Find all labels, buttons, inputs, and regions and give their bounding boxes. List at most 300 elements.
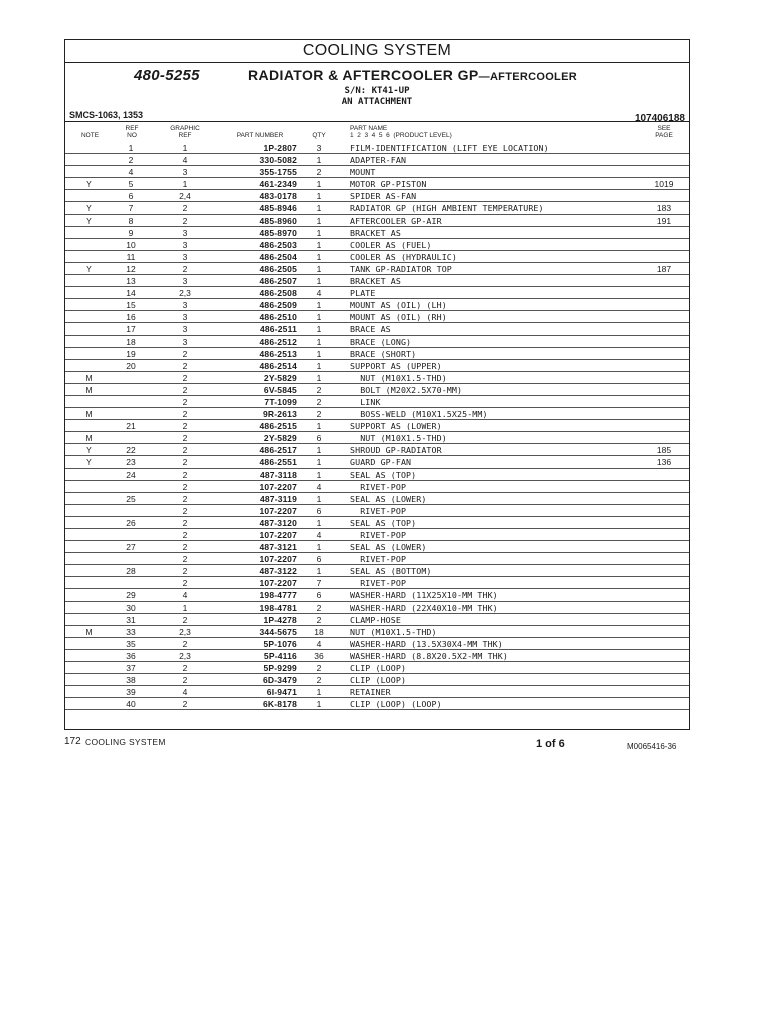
row-ref-no: 23: [126, 457, 136, 468]
row-part-name: RIVET-POP: [350, 530, 407, 540]
row-ref-no: 17: [126, 324, 136, 335]
row-part-name: MOUNT: [350, 167, 376, 178]
page-footer: [64, 736, 694, 756]
row-graphic-ref: 2: [182, 360, 188, 371]
row-qty: 4: [316, 638, 322, 649]
table-row: [65, 444, 689, 456]
table-row: [65, 166, 689, 178]
row-graphic-ref: 2: [182, 675, 188, 686]
table-row: [65, 372, 689, 384]
table-row: [65, 614, 689, 626]
row-ref-no: 18: [126, 336, 136, 347]
table-row: [65, 481, 689, 493]
row-see-page: 191: [656, 215, 672, 226]
row-part-number: 330-5082: [259, 155, 297, 166]
row-part-number: 486-2512: [259, 336, 297, 347]
row-part-number: 344-5675: [259, 626, 297, 637]
row-graphic-ref: 4: [182, 687, 188, 698]
row-part-number: 6V-5845: [263, 384, 297, 395]
row-graphic-ref: 2: [182, 409, 188, 420]
row-graphic-ref: 2: [182, 433, 188, 444]
row-graphic-ref: 2: [182, 578, 188, 589]
row-graphic-ref: 3: [182, 312, 188, 323]
row-part-name: CLIP (LOOP): [350, 663, 407, 674]
table-row: [65, 456, 689, 468]
row-part-number: 6K-8178: [262, 699, 297, 710]
row-qty: 2: [316, 409, 322, 420]
table-row: [65, 650, 689, 662]
row-part-number: 486-2505: [259, 263, 297, 274]
row-part-name: SEAL AS (LOWER): [350, 493, 427, 504]
row-graphic-ref: 4: [182, 155, 188, 166]
row-part-name: BRACE AS: [350, 324, 391, 335]
table-row: [65, 239, 689, 251]
col-ref-no: REF NO: [125, 125, 139, 139]
row-part-name: MOUNT AS (OIL) (LH): [350, 300, 447, 311]
table-row: [65, 384, 689, 396]
row-qty: 2: [316, 663, 322, 674]
row-qty: 1: [316, 493, 322, 504]
row-part-name: RADIATOR GP (HIGH AMBIENT TEMPERATURE): [350, 203, 544, 214]
row-part-name: SEAL AS (LOWER): [350, 542, 427, 553]
row-qty: 2: [316, 384, 322, 395]
row-qty: 1: [316, 300, 322, 311]
row-graphic-ref: 2: [182, 481, 188, 492]
row-qty: 1: [316, 372, 322, 383]
row-part-name: SHROUD GP-RADIATOR: [350, 445, 442, 456]
row-part-name: NUT (M10X1.5-THD): [350, 626, 437, 637]
row-ref-no: 40: [126, 699, 136, 710]
row-note: M: [85, 409, 93, 420]
row-graphic-ref: 2,4: [179, 191, 191, 202]
table-row: [65, 178, 689, 190]
row-part-number: 487-3119: [259, 493, 297, 504]
row-note: M: [85, 433, 93, 444]
row-part-name: ADAPTER-FAN: [350, 155, 407, 166]
row-part-name: BRACE (LONG): [350, 336, 412, 347]
row-part-number: 486-2511: [259, 324, 297, 335]
row-part-number: 355-1755: [259, 167, 297, 178]
row-qty: 2: [316, 675, 322, 686]
table-row: [65, 589, 689, 601]
row-note: Y: [86, 445, 92, 456]
row-graphic-ref: 3: [182, 276, 188, 287]
row-part-name: SUPPORT AS (LOWER): [350, 421, 442, 432]
row-part-number: 485-8970: [259, 227, 297, 238]
row-part-name: WASHER-HARD (13.5X30X4-MM THK): [350, 638, 503, 649]
row-note: Y: [86, 263, 92, 274]
table-row: [65, 541, 689, 553]
table-row: [65, 190, 689, 202]
row-part-number: 486-2508: [259, 288, 297, 299]
row-ref-no: 20: [126, 360, 136, 371]
row-qty: 1: [316, 336, 322, 347]
row-part-number: 107-2207: [259, 505, 297, 516]
table-row: [65, 420, 689, 432]
row-part-number: 5P-9299: [263, 663, 297, 674]
row-ref-no: 5: [128, 179, 134, 190]
row-ref-no: 39: [126, 687, 136, 698]
row-qty: 1: [316, 699, 322, 710]
row-qty: 1: [316, 348, 322, 359]
row-qty: 1: [316, 179, 322, 190]
row-graphic-ref: 2: [182, 372, 188, 383]
row-part-number: 9R-2613: [262, 409, 297, 420]
row-qty: 1: [316, 312, 322, 323]
row-part-number: 486-2551: [259, 457, 297, 468]
row-ref-no: 28: [126, 566, 136, 577]
row-part-name: BOLT (M20X2.5X70-MM): [350, 384, 463, 395]
row-graphic-ref: 2: [182, 517, 188, 528]
row-qty: 2: [316, 614, 322, 625]
row-part-name: CLIP (LOOP) (LOOP): [350, 699, 442, 710]
col-see-page: SEE PAGE: [655, 125, 673, 139]
row-part-name: WASHER-HARD (8.8X20.5X2-MM THK): [350, 650, 508, 661]
row-part-name: RIVET-POP: [350, 481, 407, 492]
table-row: [65, 142, 689, 154]
parts-sheet: [64, 39, 690, 730]
row-part-number: 486-2503: [259, 239, 297, 250]
group-name: [248, 67, 577, 83]
row-graphic-ref: 2: [182, 396, 188, 407]
row-qty: 6: [316, 554, 322, 565]
row-qty: 6: [316, 433, 322, 444]
row-part-number: 486-2510: [259, 312, 297, 323]
row-graphic-ref: 1: [182, 143, 188, 153]
row-part-number: 487-3121: [259, 542, 297, 553]
row-part-number: 487-3118: [259, 469, 297, 480]
row-part-number: 7T-1099: [264, 396, 297, 407]
row-graphic-ref: 3: [182, 167, 188, 178]
row-part-number: 6I-9471: [266, 687, 297, 698]
table-row: [65, 408, 689, 420]
row-part-number: 485-8946: [259, 203, 297, 214]
row-see-page: 187: [656, 263, 672, 274]
row-part-name: CLAMP-HOSE: [350, 614, 401, 625]
row-ref-no: 27: [126, 542, 136, 553]
row-part-number: 107-2207: [259, 530, 297, 540]
table-row: [65, 215, 689, 227]
row-part-name: SEAL AS (TOP): [350, 469, 417, 480]
row-qty: 4: [316, 288, 322, 299]
table-row: [65, 493, 689, 505]
row-qty: 18: [314, 626, 324, 637]
row-graphic-ref: 2: [182, 530, 188, 540]
row-part-number: 485-8960: [259, 215, 297, 226]
row-graphic-ref: 2: [182, 263, 188, 274]
table-row: [65, 154, 689, 166]
row-qty: 2: [316, 602, 322, 613]
row-graphic-ref: 3: [182, 239, 188, 250]
row-part-name: RIVET-POP: [350, 578, 407, 589]
row-part-name: CLIP (LOOP): [350, 675, 407, 686]
row-qty: 4: [316, 481, 322, 492]
row-qty: 1: [316, 227, 322, 238]
row-qty: 6: [316, 590, 322, 601]
row-ref-no: 33: [126, 626, 136, 637]
row-ref-no: 26: [126, 517, 136, 528]
row-qty: 1: [316, 360, 322, 371]
row-part-name: BRACKET AS: [350, 227, 401, 238]
row-part-number: 6D-3479: [262, 675, 297, 686]
row-part-number: 486-2513: [259, 348, 297, 359]
row-graphic-ref: 2: [182, 493, 188, 504]
row-qty: 1: [316, 469, 322, 480]
row-graphic-ref: 3: [182, 324, 188, 335]
row-graphic-ref: 2: [182, 614, 188, 625]
col-qty: QTY: [312, 132, 326, 139]
row-qty: 36: [314, 650, 324, 661]
row-qty: 2: [316, 167, 322, 178]
row-part-name: MOTOR GP-PISTON: [350, 179, 427, 190]
footer-code: M0065416-36: [627, 742, 677, 751]
row-part-number: 486-2509: [259, 300, 297, 311]
row-note: M: [85, 626, 93, 637]
table-row: [65, 287, 689, 299]
row-note: Y: [86, 215, 92, 226]
table-row: [65, 626, 689, 638]
table-row: [65, 662, 689, 674]
row-part-number: 487-3120: [259, 517, 297, 528]
row-part-number: 5P-1076: [263, 638, 297, 649]
row-part-number: 486-2507: [259, 276, 297, 287]
row-part-name: SEAL AS (TOP): [350, 517, 417, 528]
row-part-name: RETAINER: [350, 687, 391, 698]
group-name-sub: —AFTERCOOLER: [478, 71, 577, 83]
row-part-number: 486-2515: [259, 421, 297, 432]
table-row: [65, 323, 689, 335]
section-title: COOLING SYSTEM: [65, 40, 689, 63]
document-id: 107406188: [634, 113, 685, 124]
row-part-name: BOSS-WELD (M10X1.5X25-MM): [350, 409, 488, 420]
row-graphic-ref: 2: [182, 421, 188, 432]
row-ref-no: 14: [126, 288, 136, 299]
row-note: M: [85, 384, 93, 395]
table-row: [65, 529, 689, 541]
row-note: Y: [86, 457, 92, 468]
table-row: [65, 469, 689, 481]
row-graphic-ref: 2: [182, 699, 188, 710]
table-row: [65, 311, 689, 323]
row-part-name: LINK: [350, 396, 381, 407]
col-graphic-ref: GRAPHIC REF: [170, 125, 200, 139]
row-graphic-ref: 2,3: [179, 626, 191, 637]
table-row: [65, 432, 689, 444]
row-see-page: 183: [656, 203, 672, 214]
row-ref-no: 29: [126, 590, 136, 601]
row-qty: 1: [316, 566, 322, 577]
footer-page-number: 172: [64, 736, 81, 747]
row-part-number: 486-2504: [259, 251, 297, 262]
row-graphic-ref: 2,3: [179, 288, 191, 299]
row-part-name: AFTERCOOLER GP-AIR: [350, 215, 442, 226]
table-row: [65, 577, 689, 589]
row-ref-no: 15: [126, 300, 136, 311]
row-part-name: COOLER AS (FUEL): [350, 239, 432, 250]
table-row: [65, 275, 689, 287]
row-ref-no: 24: [126, 469, 136, 480]
row-ref-no: 11: [126, 251, 136, 262]
row-part-number: 483-0178: [259, 191, 297, 202]
row-qty: 1: [316, 324, 322, 335]
table-row: [65, 263, 689, 275]
row-ref-no: 37: [126, 663, 136, 674]
row-part-name: SUPPORT AS (UPPER): [350, 360, 442, 371]
row-graphic-ref: 2,3: [179, 650, 191, 661]
row-part-name: BRACKET AS: [350, 276, 401, 287]
row-ref-no: 30: [126, 602, 136, 613]
table-row: [65, 336, 689, 348]
row-ref-no: 6: [128, 191, 134, 202]
row-graphic-ref: 2: [182, 445, 188, 456]
table-row: [65, 299, 689, 311]
row-graphic-ref: 2: [182, 457, 188, 468]
row-part-number: 107-2207: [259, 554, 297, 565]
row-qty: 1: [316, 421, 322, 432]
table-row: [65, 638, 689, 650]
row-qty: 1: [316, 542, 322, 553]
row-graphic-ref: 2: [182, 203, 188, 214]
row-part-number: 107-2207: [259, 481, 297, 492]
row-graphic-ref: 3: [182, 336, 188, 347]
row-graphic-ref: 2: [182, 384, 188, 395]
table-row: [65, 602, 689, 614]
parts-table: [65, 142, 689, 710]
row-ref-no: 19: [126, 348, 136, 359]
row-qty: 4: [316, 530, 322, 540]
row-part-name: NUT (M10X1.5-THD): [350, 372, 447, 383]
row-part-name: BRACE (SHORT): [350, 348, 417, 359]
row-part-name: SPIDER AS-FAN: [350, 191, 417, 202]
row-graphic-ref: 2: [182, 554, 188, 565]
row-graphic-ref: 2: [182, 638, 188, 649]
row-part-name: COOLER AS (HYDRAULIC): [350, 251, 457, 262]
row-graphic-ref: 4: [182, 590, 188, 601]
row-qty: 1: [316, 215, 322, 226]
row-part-name: TANK GP-RADIATOR TOP: [350, 263, 452, 274]
table-row: [65, 348, 689, 360]
group-heading: [65, 67, 689, 87]
row-part-number: 198-4781: [259, 602, 297, 613]
row-ref-no: 9: [128, 227, 134, 238]
row-qty: 1: [316, 239, 322, 250]
row-part-name: SEAL AS (BOTTOM): [350, 566, 432, 577]
table-row: [65, 202, 689, 214]
row-part-number: 5P-4116: [263, 650, 297, 661]
row-ref-no: 7: [128, 203, 134, 214]
row-part-name: RIVET-POP: [350, 505, 407, 516]
row-ref-no: 31: [126, 614, 136, 625]
row-qty: 1: [316, 457, 322, 468]
row-ref-no: 8: [128, 215, 134, 226]
row-graphic-ref: 2: [182, 566, 188, 577]
row-qty: 1: [316, 251, 322, 262]
group-number: 480-5255: [134, 67, 200, 84]
row-ref-no: 16: [126, 312, 136, 323]
row-part-number: 486-2514: [259, 360, 297, 371]
row-graphic-ref: 1: [182, 602, 188, 613]
row-qty: 1: [316, 276, 322, 287]
row-ref-no: 1: [128, 143, 134, 153]
row-part-number: 461-2349: [259, 179, 297, 190]
row-part-name: GUARD GP-FAN: [350, 457, 412, 468]
row-ref-no: 10: [126, 239, 136, 250]
row-see-page: 185: [656, 445, 672, 456]
row-qty: 3: [316, 143, 322, 153]
row-graphic-ref: 3: [182, 300, 188, 311]
row-ref-no: 38: [126, 675, 136, 686]
serial-number: S/N: KT41-UP: [344, 86, 410, 96]
row-note: Y: [86, 203, 92, 214]
row-ref-no: 4: [128, 167, 134, 178]
row-qty: 1: [316, 517, 322, 528]
row-note: M: [85, 372, 93, 383]
row-qty: 1: [316, 445, 322, 456]
row-part-name: PLATE: [350, 288, 376, 299]
row-part-number: 2Y-5829: [263, 433, 297, 444]
row-part-name: FILM-IDENTIFICATION (LIFT EYE LOCATION): [350, 143, 549, 153]
column-headers: [65, 124, 689, 144]
row-qty: 2: [316, 396, 322, 407]
row-part-number: 2Y-5829: [263, 372, 297, 383]
row-qty: 1: [316, 687, 322, 698]
table-row: [65, 674, 689, 686]
row-see-page: 1019: [654, 179, 674, 190]
row-qty: 1: [316, 203, 322, 214]
table-row: [65, 396, 689, 408]
table-row: [65, 360, 689, 372]
table-row: [65, 505, 689, 517]
row-ref-no: 21: [126, 421, 136, 432]
row-ref-no: 12: [126, 263, 136, 274]
table-row: [65, 553, 689, 565]
row-graphic-ref: 2: [182, 215, 188, 226]
row-ref-no: 36: [126, 650, 136, 661]
row-graphic-ref: 1: [182, 179, 188, 190]
row-qty: 7: [316, 578, 322, 589]
row-see-page: 136: [656, 457, 672, 468]
attachment-label: AN ATTACHMENT: [341, 97, 413, 107]
row-graphic-ref: 2: [182, 348, 188, 359]
table-row: [65, 686, 689, 698]
row-part-number: 487-3122: [259, 566, 297, 577]
col-note: NOTE: [80, 132, 100, 139]
row-part-name: MOUNT AS (OIL) (RH): [350, 312, 447, 323]
row-graphic-ref: 2: [182, 505, 188, 516]
row-qty: 1: [316, 263, 322, 274]
row-qty: 6: [316, 505, 322, 516]
group-name-main: RADIATOR & AFTERCOOLER GP: [248, 67, 479, 83]
row-part-number: 1P-4278: [263, 614, 297, 625]
row-ref-no: 25: [126, 493, 136, 504]
row-note: Y: [86, 179, 92, 190]
col-part-number: PART NUMBER: [236, 132, 284, 139]
table-row: [65, 517, 689, 529]
row-part-name: WASHER-HARD (22X40X10-MM THK): [350, 602, 498, 613]
footer-section: COOLING SYSTEM: [85, 737, 166, 747]
row-qty: 1: [316, 155, 322, 166]
row-part-number: 107-2207: [259, 578, 297, 589]
row-graphic-ref: 2: [182, 469, 188, 480]
table-row: [65, 565, 689, 577]
row-graphic-ref: 2: [182, 663, 188, 674]
row-part-name: RIVET-POP: [350, 554, 407, 565]
row-graphic-ref: 3: [182, 251, 188, 262]
col-part-name: PART NAME 1 2 3 4 5 6 (PRODUCT LEVEL): [350, 125, 452, 139]
table-row: [65, 698, 689, 710]
row-qty: 1: [316, 191, 322, 202]
row-graphic-ref: 3: [182, 227, 188, 238]
